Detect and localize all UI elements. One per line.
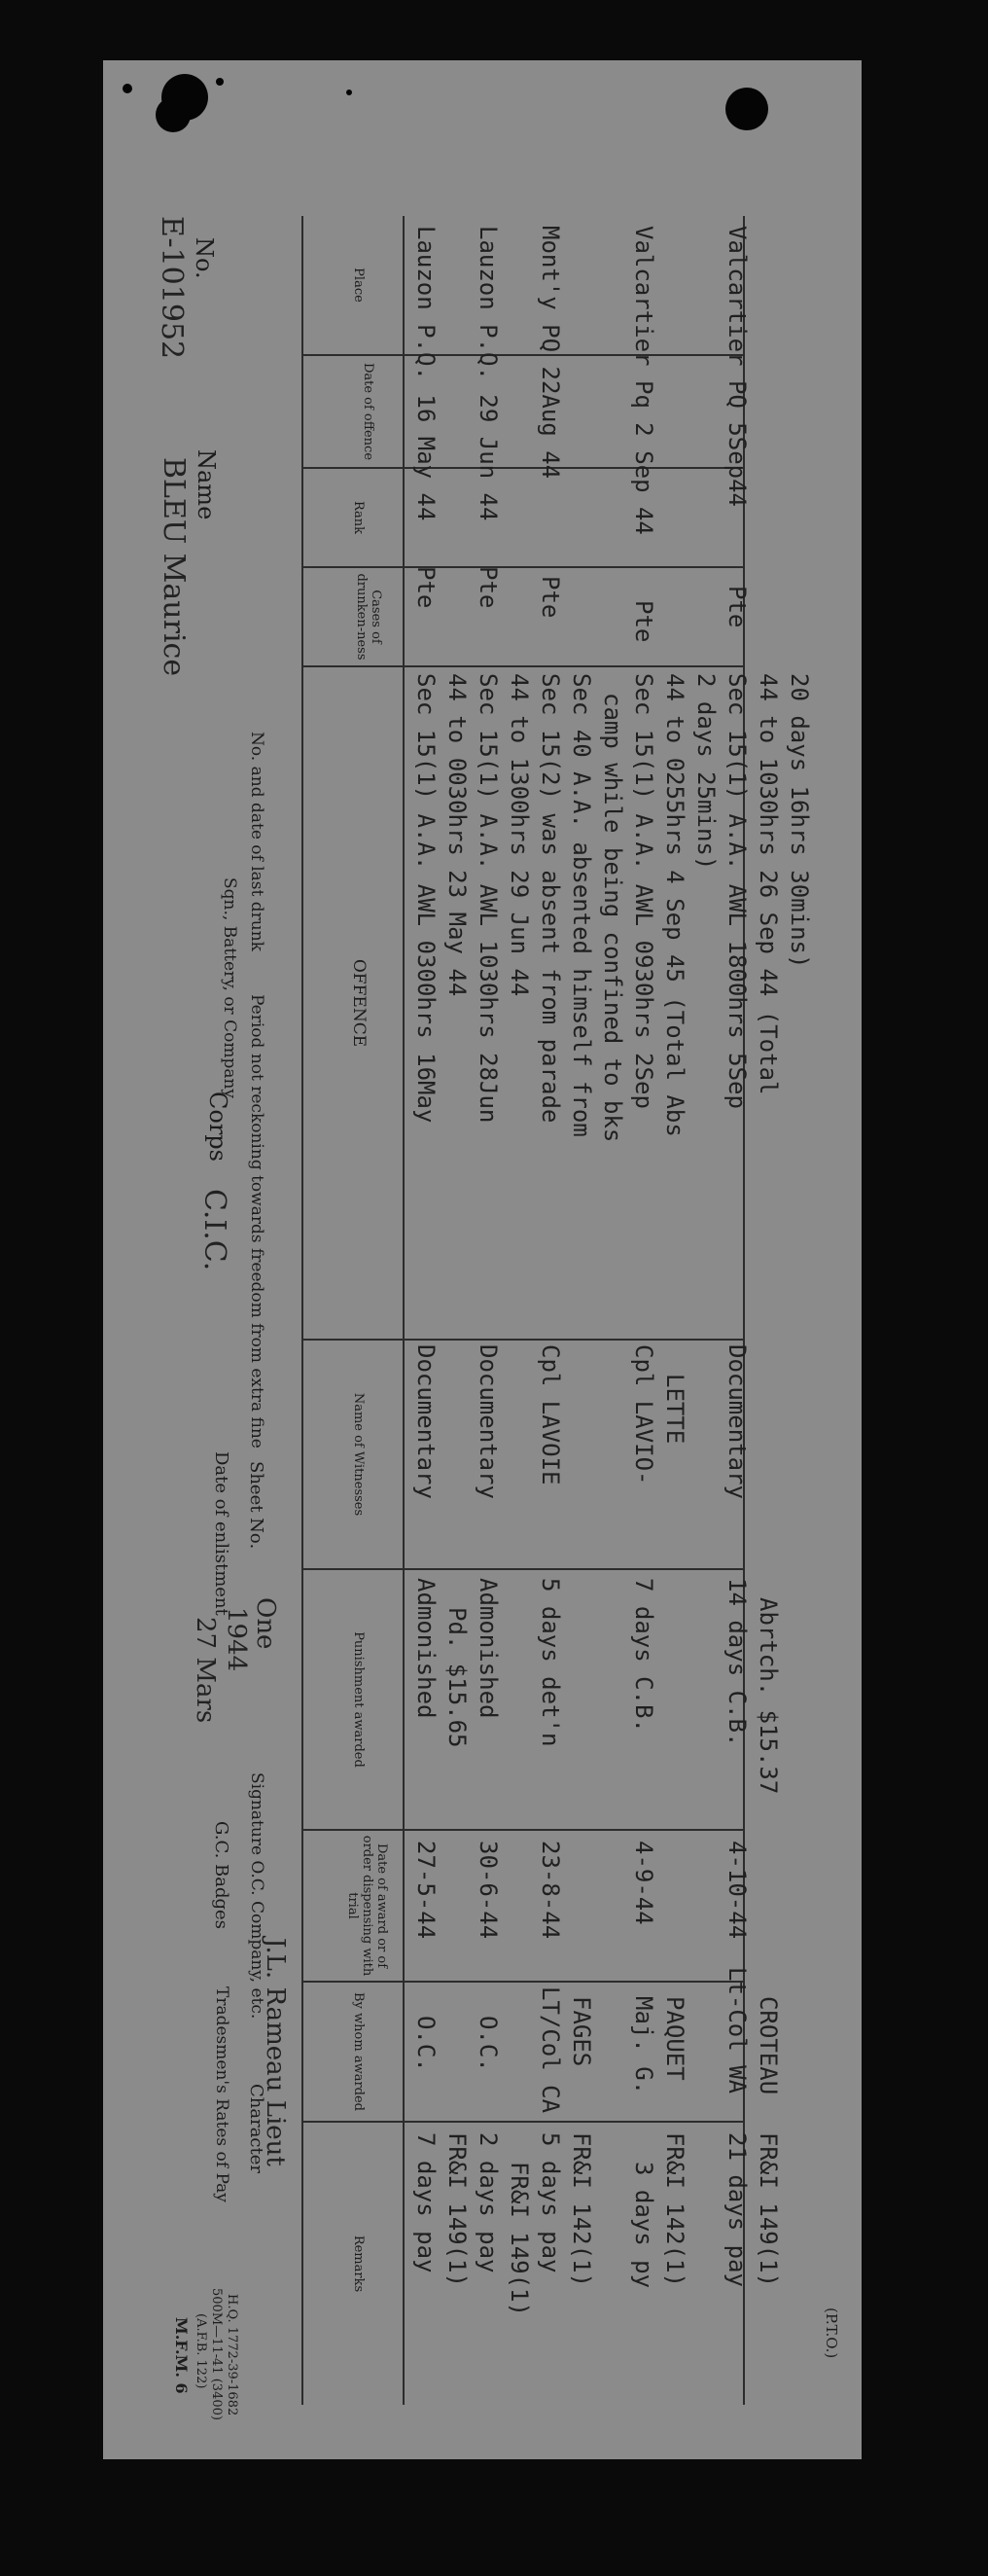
cell-punishment: Abrtch. $15.37 — [755, 1597, 782, 1795]
cell-date-award: 30-6-44 — [475, 1841, 502, 1940]
column-header-rank: Rank — [351, 500, 366, 535]
cell-remarks: 5 days pay — [537, 2132, 564, 2273]
cell-by-whom: O.C. — [412, 2016, 440, 2072]
table-row — [469, 226, 502, 2405]
table-row — [438, 226, 471, 2405]
gc-label: G.C. Badges — [211, 1821, 231, 1929]
cell-witness: LETTE — [661, 1374, 688, 1445]
cell-witness: Cpl LAVIO- — [630, 1344, 657, 1485]
cell-remarks: FR&I 149(1) — [506, 2162, 533, 2316]
cell-punishment: 7 days C.B. — [630, 1578, 657, 1733]
cell-place: Valcartier PQ 5Sep44 — [723, 226, 751, 507]
cell-punishment: 14 days C.B. — [723, 1578, 751, 1747]
cell-place: Mont'y PQ 22Aug 44 — [537, 226, 564, 480]
cell-punishment: Admonished — [475, 1578, 502, 1719]
table-row — [687, 226, 720, 2405]
table-top-rule — [301, 216, 303, 2405]
signature-label: Signature O.C. Company, etc. — [247, 1772, 266, 2020]
soldier-name: BLEU Maurice — [157, 457, 191, 677]
sheet-value: One — [251, 1597, 280, 1650]
table-row — [500, 226, 533, 2405]
cell-offence: Sec 15(1) A.A. AWL 0300hrs 16May — [412, 673, 440, 1124]
cell-remarks: 7 days pay — [412, 2132, 440, 2273]
cell-offence: Sec 15(1) A.A. AWL 1030hrs 28Jun — [475, 673, 502, 1124]
cell-remarks: FR&I 149(1) — [755, 2132, 782, 2287]
table-row — [780, 226, 813, 2405]
header-rule — [403, 216, 405, 2405]
table-row — [531, 226, 564, 2405]
form-code: M.F.M. 6 — [172, 2317, 191, 2394]
cell-offence: 20 days 16hrs 30mins) — [786, 673, 813, 969]
cell-date-award: 27-5-44 — [412, 1841, 440, 1940]
cell-rank: Pte — [723, 586, 751, 628]
cell-remarks: FR&I 142(1) — [568, 2132, 595, 2287]
cell-offence: Sec 15(1) A.A. AWL 0930hrs 2Sep — [630, 673, 657, 1109]
table-row — [718, 226, 751, 2405]
cell-witness: Documentary — [723, 1344, 751, 1499]
cell-offence: Sec 15(1) A.A. AWL 1800hrs 5Sep — [723, 673, 751, 1109]
cell-by-whom: Lt-Col WA — [723, 1967, 751, 2094]
enlistment-value: 27 Mars — [191, 1617, 220, 1724]
table-row — [406, 226, 440, 2405]
table-row — [562, 226, 595, 2405]
table-row — [624, 226, 657, 2405]
enlistment-label: Date of enlistment — [211, 1451, 231, 1616]
cell-witness: Cpl LAVOIE — [537, 1344, 564, 1485]
character-label: Character — [246, 2084, 266, 2174]
column-header-date-award: Date of award or of order dispensing with trial — [345, 1835, 389, 1977]
rotated-form — [103, 60, 862, 2459]
cell-remarks: 3 days py — [630, 2162, 657, 2289]
table-row — [593, 226, 626, 2405]
cell-by-whom: O.C. — [475, 2016, 502, 2072]
tradesmen-label: Tradesmen's Rates of Pay — [212, 1986, 231, 2202]
cell-rank: Pte — [537, 576, 564, 619]
table-row — [749, 226, 782, 2405]
cell-by-whom: CROTEAU — [755, 1996, 782, 2095]
signature-value: J.L. Rameau Lieut — [261, 1938, 290, 2166]
sqn-label: Sqn., Battery, or Company — [220, 877, 239, 1099]
cell-by-whom: PAQUET — [661, 1996, 688, 2081]
cell-witness: Documentary — [412, 1344, 440, 1499]
corps-value: C.I.C. — [197, 1189, 231, 1271]
record-number: E-101952 — [155, 216, 189, 360]
cell-punishment: 5 days det'n — [537, 1578, 564, 1747]
cell-date-award: 23-8-44 — [537, 1841, 564, 1940]
column-header-place: Place — [351, 268, 366, 303]
name-label: Name — [193, 449, 220, 520]
cell-place: Valcartier Pq 2 Sep 44 — [630, 226, 657, 535]
cell-offence: 44 to 1030hrs 26 Sep 44 (Total — [755, 673, 782, 1095]
cell-by-whom: LT/Col CA — [537, 1986, 564, 2114]
cell-rank: Pte — [630, 600, 657, 643]
enlistment-year: 1944 — [222, 1607, 251, 1672]
cell-remarks: 2 days pay — [475, 2132, 502, 2273]
cell-by-whom: Maj. G. — [630, 1996, 657, 2095]
last-drunk-label: No. and date of last drunk — [247, 732, 266, 951]
cell-date-award: 4-9-44 — [630, 1841, 657, 1925]
cell-witness: Documentary — [475, 1344, 502, 1499]
cell-rank: Pte — [412, 566, 440, 609]
column-header-punishment: Punishment awarded — [351, 1631, 366, 1768]
cell-offence: 44 to 1300hrs 29 Jun 44 — [506, 673, 533, 997]
cell-offence: camp while being confined to bks — [599, 693, 626, 1143]
column-header-remarks: Remarks — [351, 2235, 366, 2293]
cell-by-whom: FAGES — [568, 1996, 595, 2067]
cell-punishment: Admonished — [412, 1578, 440, 1719]
number-label: No. — [191, 237, 218, 279]
cell-place: Lauzon P.Q. 16 May 44 — [412, 226, 440, 521]
form-code: (A.F.B. 122) — [194, 2313, 208, 2389]
column-header-offence: OFFENCE — [349, 958, 369, 1048]
cell-offence: Sec 15(2) was absent from parade — [537, 673, 564, 1124]
column-header-by-whom: By whom awarded — [351, 1992, 366, 2111]
cell-place: Lauzon P.Q. 29 Jun 44 — [475, 226, 502, 521]
conduct-sheet-card — [103, 60, 862, 2459]
table-row — [655, 226, 688, 2405]
form-code: 500M—11-41 (3400) — [209, 2288, 224, 2420]
cell-remarks: 21 days pay — [723, 2132, 751, 2287]
cell-offence: 2 days 25mins) — [692, 673, 720, 871]
column-header-date: Date of offence — [361, 362, 375, 461]
cell-punishment: Pd. $15.65 — [443, 1607, 471, 1748]
cell-offence: Sec 40 A.A. absented himself from — [568, 673, 595, 1137]
period-label: Period not reckoning towards freedom from extra fine — [247, 994, 266, 1449]
column-header-drunkenness: Cases of drunken-ness — [354, 573, 383, 661]
cell-offence: 44 to 0030hrs 23 May 44 — [443, 673, 471, 997]
form-code: H.Q. 1772-39-1682 — [225, 2294, 239, 2416]
corps-label: Corps — [204, 1091, 231, 1162]
cell-offence: 44 to 0255hrs 4 Sep 45 (Total Abs — [661, 673, 688, 1137]
cell-remarks: FR&I 149(1) — [443, 2132, 471, 2287]
pto-note: (P.T.O.) — [823, 2308, 840, 2359]
sheet-label: Sheet No. — [246, 1461, 266, 1550]
column-header-witnesses: Name of Witnesses — [351, 1392, 366, 1517]
cell-rank: Pte — [475, 566, 502, 609]
cell-remarks: FR&I 142(1) — [661, 2132, 688, 2287]
cell-date-award: 4-10-44 — [723, 1841, 751, 1940]
